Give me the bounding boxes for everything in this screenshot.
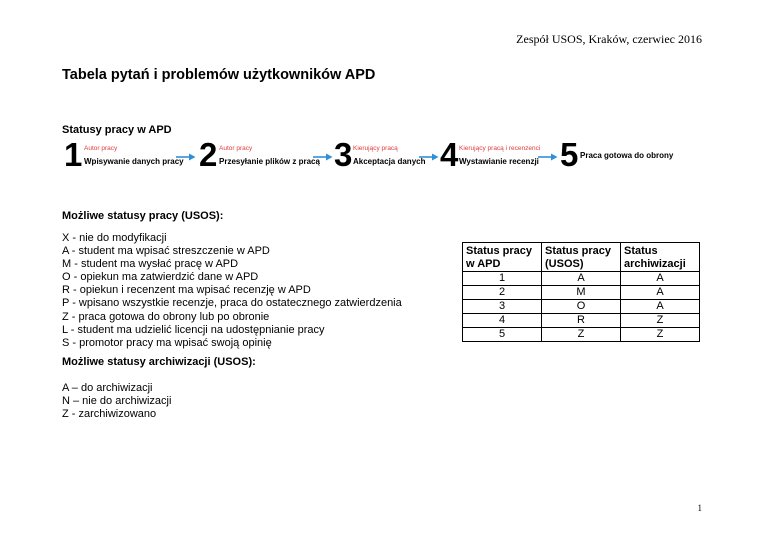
step-label: Wystawianie recenzji	[459, 157, 539, 166]
archive-statuses-heading: Możliwe statusy archiwizacji (USOS):	[62, 356, 256, 368]
list-item: N – nie do archiwizacji	[62, 395, 172, 408]
table-header-cell: Status pracy (USOS)	[542, 243, 621, 272]
list-item: Z - zarchiwizowano	[62, 408, 157, 421]
step-number: 4	[440, 136, 459, 173]
document-header: Zespół USOS, Kraków, czerwiec 2016	[516, 32, 702, 46]
table-cell: 3	[463, 300, 542, 314]
step-role: Kierujący pracą	[353, 145, 398, 152]
arrow-right-icon	[538, 153, 558, 161]
table-header-row	[463, 243, 700, 272]
workflow-diagram	[62, 136, 682, 176]
step-number: 1	[64, 136, 83, 173]
arrow-right-icon	[313, 153, 333, 161]
table-row	[463, 286, 700, 300]
table-cell: Z	[621, 314, 700, 328]
table-header-cell: Status pracy w APD	[463, 243, 542, 272]
table-cell: O	[542, 300, 621, 314]
arrow-right-icon	[419, 153, 439, 161]
step-number: 2	[199, 136, 218, 173]
step-label: Akceptacja danych	[353, 157, 426, 166]
page-number: 1	[697, 503, 702, 513]
table-row	[463, 328, 700, 342]
step-label: Wpisywanie danych pracy	[84, 157, 184, 166]
table-cell: A	[621, 300, 700, 314]
table-cell: 5	[463, 328, 542, 342]
table-row	[463, 272, 700, 286]
status-mapping-table	[462, 242, 700, 342]
page-title: Tabela pytań i problemów użytkowników APD	[62, 67, 376, 83]
table-cell: Z	[621, 328, 700, 342]
table-cell: A	[542, 272, 621, 286]
table-cell: A	[621, 286, 700, 300]
workflow-heading: Statusy pracy w APD	[62, 124, 172, 136]
list-item: P - wpisano wszystkie recenzje, praca do ostatecznego zatwierdzenia	[62, 297, 402, 310]
work-statuses-heading: Możliwe statusy pracy (USOS):	[62, 210, 224, 222]
step-number: 3	[334, 136, 353, 173]
list-item: O - opiekun ma zatwierdzić dane w APD	[62, 271, 259, 284]
list-item: Z - praca gotowa do obrony lub po obronie	[62, 310, 270, 323]
step-label: Przesyłanie plików z pracą	[219, 157, 320, 166]
step-role: Autor pracy	[84, 145, 118, 152]
step-label: Praca gotowa do obrony	[580, 151, 674, 160]
list-item: A - student ma wpisać streszczenie w APD	[62, 245, 270, 258]
list-item: M - student ma wysłać pracę w APD	[62, 258, 239, 271]
work-status-list	[62, 232, 402, 350]
table-cell: Z	[542, 328, 621, 342]
list-item: X - nie do modyfikacji	[62, 232, 167, 244]
table-header-cell: Status archiwizacji	[621, 243, 700, 272]
table-cell: M	[542, 286, 621, 300]
step-role: Autor pracy	[219, 145, 253, 152]
list-item: R - opiekun i recenzent ma wpisać recenzję w APD	[62, 284, 311, 297]
table-row	[463, 314, 700, 328]
table-cell: A	[621, 272, 700, 286]
step-number: 5	[560, 136, 579, 173]
table-cell: 2	[463, 286, 542, 300]
step-role: Kierujący pracą i recenzenci	[459, 145, 541, 152]
archive-status-list	[62, 382, 171, 421]
arrow-right-icon	[176, 153, 196, 161]
table-cell: R	[542, 314, 621, 328]
list-item: S - promotor pracy ma wpisać swoją opinię	[62, 336, 272, 349]
table-cell: 4	[463, 314, 542, 328]
table-row	[463, 300, 700, 314]
list-item: L - student ma udzielić licencji na udostępnianie pracy	[62, 323, 325, 336]
table-cell: 1	[463, 272, 542, 286]
list-item: A – do archiwizacji	[62, 382, 153, 394]
